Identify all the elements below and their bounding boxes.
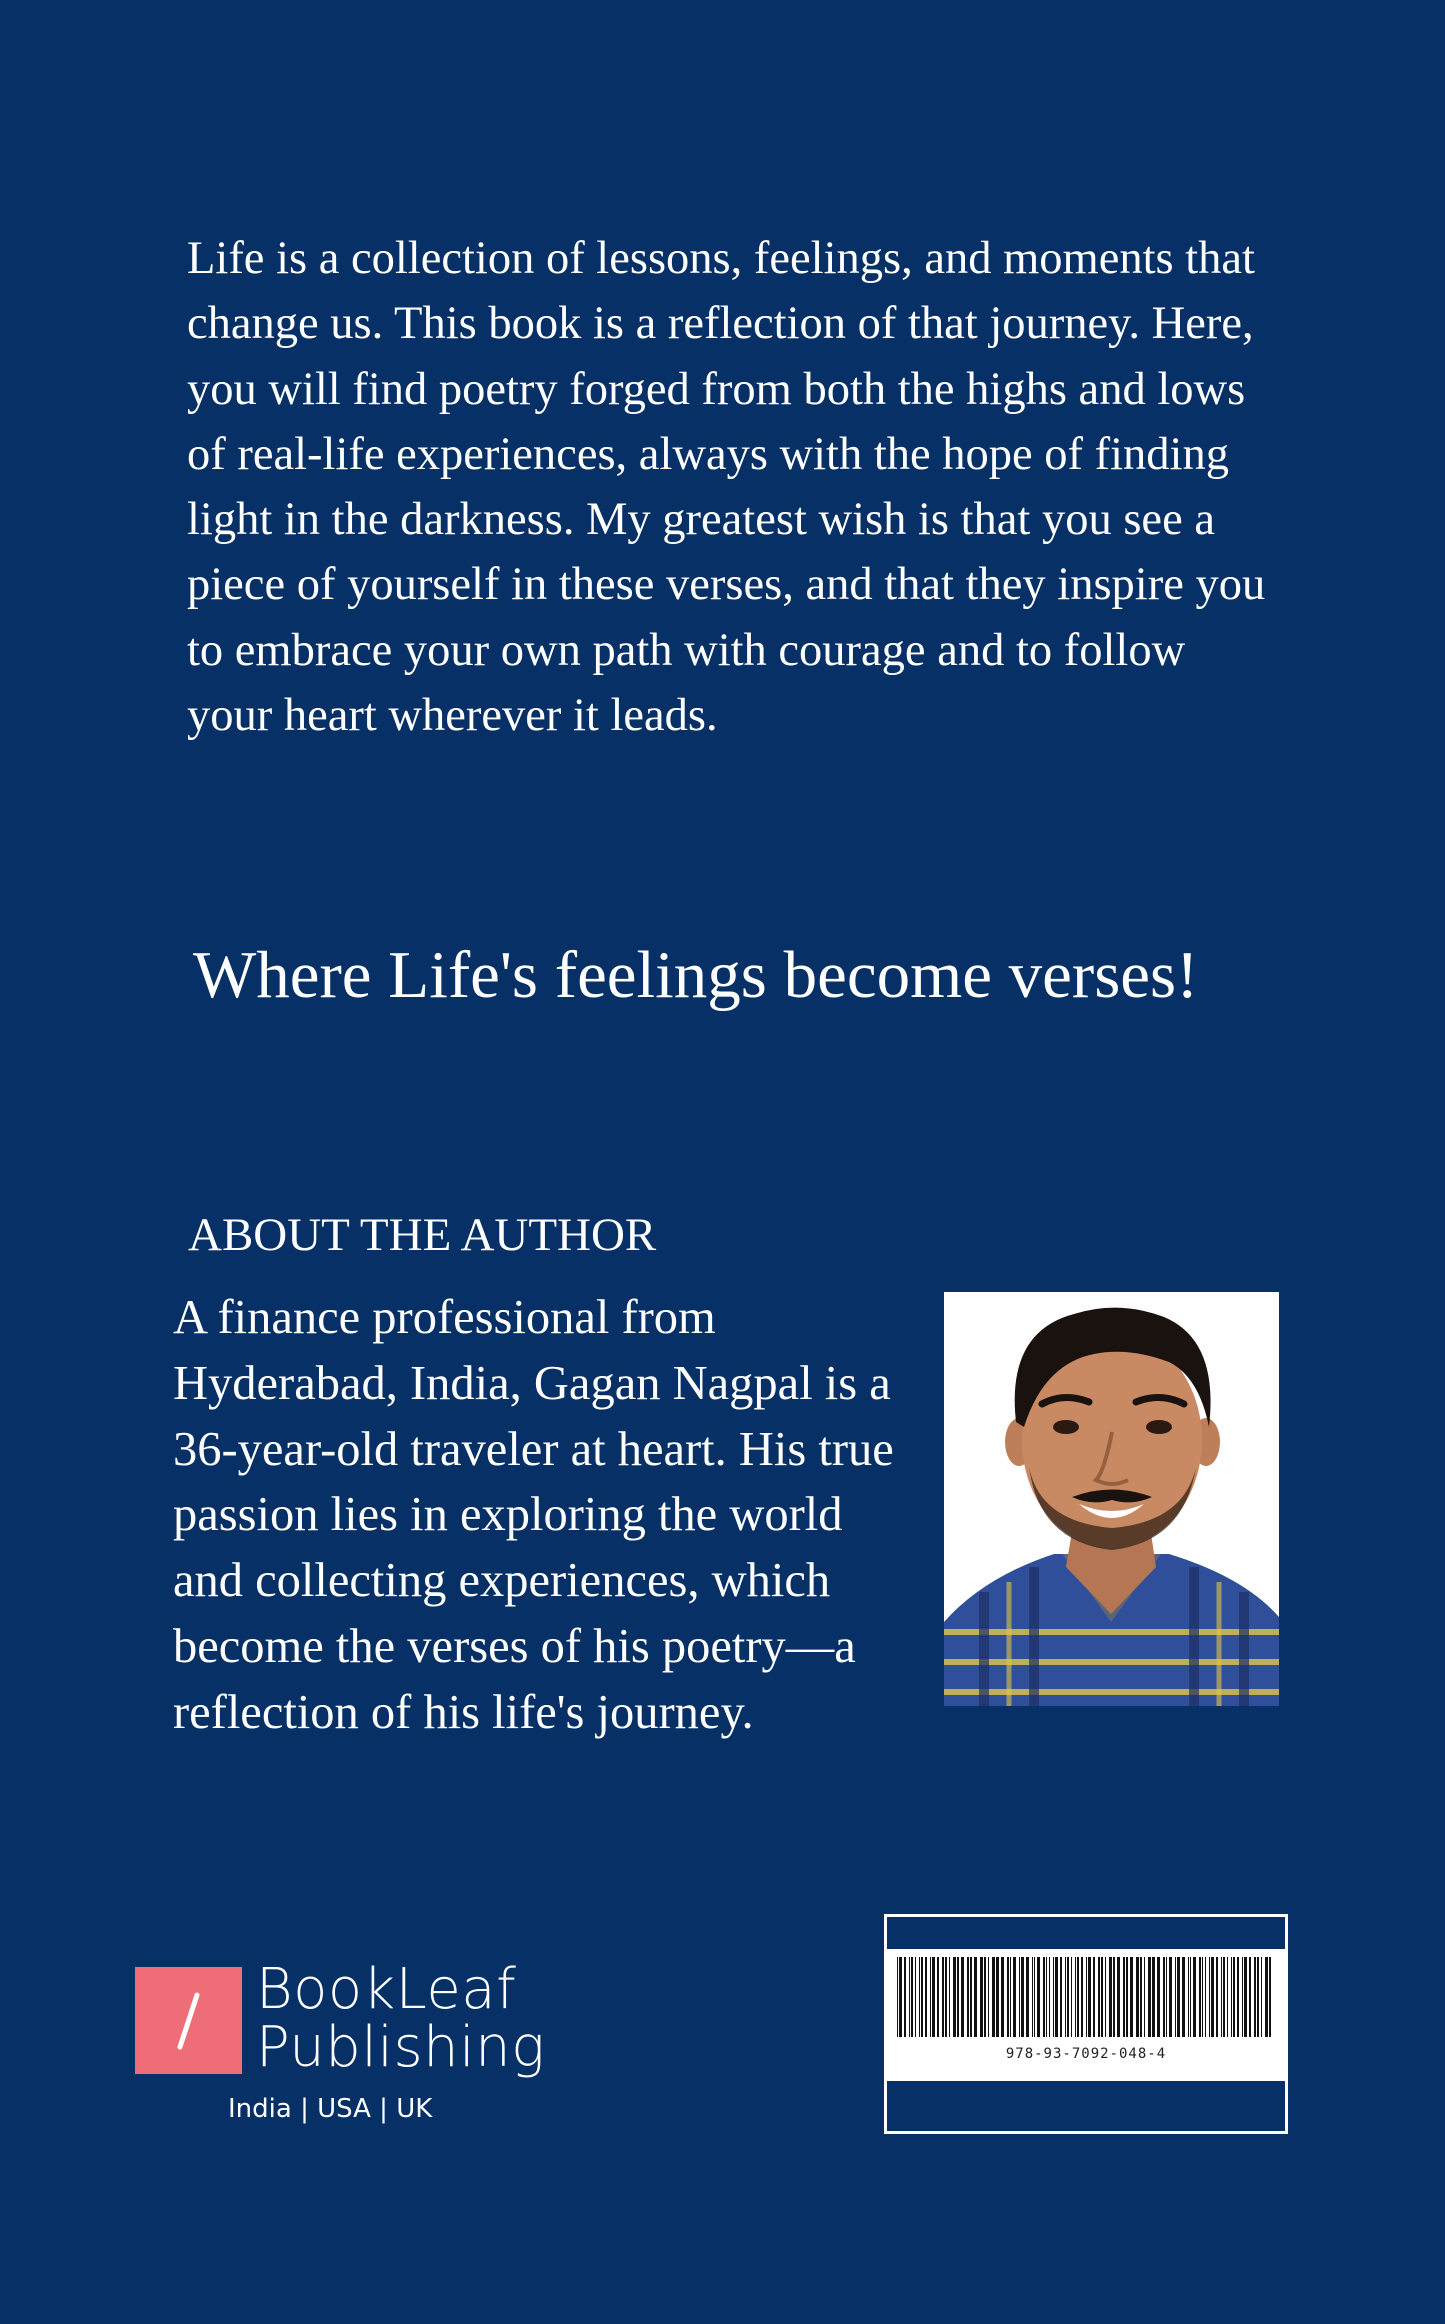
barcode-bar xyxy=(1086,1957,1087,2037)
barcode-bar xyxy=(1257,1957,1259,2037)
barcode-bar xyxy=(1199,1957,1201,2037)
barcode-bar xyxy=(1113,1957,1115,2037)
barcode-bar xyxy=(974,1957,977,2037)
barcode-bar xyxy=(1166,1957,1167,2037)
publisher-logo-mark xyxy=(135,1967,242,2074)
barcode-bar xyxy=(1007,1957,1009,2037)
tagline: Where Life's feelings become verses! xyxy=(193,938,1199,1012)
barcode-bar xyxy=(970,1957,972,2037)
barcode-bar xyxy=(953,1957,956,2037)
barcode-bar xyxy=(919,1957,920,2037)
barcode-bar xyxy=(988,1957,989,2037)
barcode-bar xyxy=(1010,1957,1011,2037)
barcode-bar xyxy=(1177,1957,1180,2037)
barcode-bar xyxy=(961,1957,964,2037)
barcode-bar xyxy=(1175,1957,1176,2037)
barcode-bar xyxy=(1190,1957,1191,2037)
publisher-regions: India | USA | UK xyxy=(228,2094,433,2124)
barcode-bar xyxy=(1071,1957,1072,2037)
barcode-bar xyxy=(1026,1957,1029,2037)
barcode-bar xyxy=(1123,1957,1125,2037)
barcode-bar xyxy=(1126,1957,1128,2037)
barcode-bar xyxy=(1049,1957,1050,2037)
barcode-bar xyxy=(942,1957,944,2037)
barcode-bar xyxy=(1152,1957,1155,2037)
barcode-bar xyxy=(1130,1957,1133,2037)
publisher-logo xyxy=(135,1955,555,2135)
barcode-bar xyxy=(1231,1957,1232,2037)
barcode-bar xyxy=(909,1957,910,2037)
isbn-number: 978-93-7092-048-4 xyxy=(1005,2046,1167,2062)
barcode-bar xyxy=(1043,1957,1045,2037)
barcode-bar xyxy=(1021,1957,1024,2037)
barcode-bar xyxy=(1081,1957,1083,2037)
barcode-bar xyxy=(1211,1957,1214,2037)
barcode-bar xyxy=(1109,1957,1112,2037)
book-blurb: Life is a collection of lessons, feelings, and moments that change us. This book is a reflection of that journey. Here, you will find poetry forged from both the highs and lows of real-life experiences, always with the hope of finding light in the darkness. My greatest wish is that you see a piece of yourself in these verses, and that they inspire you to embrace your own path with courage and to follow your heart wherever it leads. xyxy=(187,233,1266,742)
barcode-bar xyxy=(1205,1957,1206,2037)
barcode-bar xyxy=(921,1957,923,2037)
barcode-bar xyxy=(1157,1957,1160,2037)
barcode-bar xyxy=(1053,1957,1054,2037)
barcode-bar xyxy=(1261,1957,1262,2037)
barcode-bar xyxy=(911,1957,913,2037)
barcode-bar xyxy=(1242,1957,1243,2037)
barcode-bar xyxy=(1269,1957,1271,2037)
publisher-name-line1: BookLeaf xyxy=(256,1957,517,2022)
barcode-bar xyxy=(1254,1957,1256,2037)
barcode-bar xyxy=(1148,1957,1151,2037)
about-author-heading: ABOUT THE AUTHOR xyxy=(188,1209,657,1261)
barcode-bar xyxy=(1265,1957,1268,2037)
barcode-bar xyxy=(925,1957,927,2037)
barcode-bar xyxy=(1019,1957,1020,2037)
barcode-bar xyxy=(1188,1957,1189,2037)
author-bio: A finance professional from Hyderabad, India, Gagan Nagpal is a 36-year-old traveler at heart. His true passion lies in exploring the world and collecting experiences, which become the verses of his poetry—a reflection of his life's journey. xyxy=(173,1291,894,1739)
slash-icon xyxy=(135,1967,242,2074)
barcode-bar xyxy=(1065,1957,1066,2037)
barcode-bar xyxy=(1101,1957,1103,2037)
barcode-bar xyxy=(949,1957,950,2037)
barcode-bar xyxy=(1001,1957,1004,2037)
barcode-bar xyxy=(915,1957,916,2037)
barcode-bar xyxy=(992,1957,995,2037)
barcode-bars xyxy=(895,1957,1277,2037)
barcode-bar xyxy=(1075,1957,1076,2037)
barcode-bar xyxy=(1140,1957,1142,2037)
barcode-bar xyxy=(1144,1957,1145,2037)
barcode-bar xyxy=(980,1957,983,2037)
barcode-bar xyxy=(967,1957,969,2037)
barcode-bar xyxy=(1223,1957,1225,2037)
barcode-bar xyxy=(1032,1957,1033,2037)
barcode-bar xyxy=(1105,1957,1106,2037)
barcode-bar xyxy=(1088,1957,1091,2037)
barcode-bar xyxy=(1013,1957,1016,2037)
barcode-bar xyxy=(904,1957,906,2037)
barcode-bar xyxy=(1193,1957,1196,2037)
barcode-bar xyxy=(1169,1957,1172,2037)
barcode-bar xyxy=(1093,1957,1095,2037)
barcode-bar xyxy=(899,1957,902,2037)
barcode-bar xyxy=(932,1957,935,2037)
barcode-bar xyxy=(1060,1957,1062,2037)
barcode-bar xyxy=(1034,1957,1035,2037)
barcode-bar xyxy=(1182,1957,1185,2037)
barcode-bar xyxy=(1117,1957,1120,2037)
barcode-bar xyxy=(1037,1957,1040,2037)
isbn-barcode xyxy=(884,1914,1288,2134)
barcode-bar xyxy=(1055,1957,1058,2037)
barcode-label xyxy=(887,1949,1285,2081)
publisher-name-line2: Publishing xyxy=(256,2015,546,2080)
barcode-bar xyxy=(1216,1957,1218,2037)
barcode-bar xyxy=(930,1957,931,2037)
barcode-bar xyxy=(937,1957,939,2037)
barcode-bar xyxy=(1046,1957,1047,2037)
barcode-bar xyxy=(897,1957,898,2037)
barcode-bar xyxy=(1067,1957,1069,2037)
barcode-bar xyxy=(1249,1957,1251,2037)
barcode-bar xyxy=(1237,1957,1239,2037)
barcode-bar xyxy=(945,1957,947,2037)
author-photo xyxy=(944,1292,1279,1706)
barcode-bar xyxy=(1244,1957,1247,2037)
barcode-bar xyxy=(1202,1957,1203,2037)
barcode-bar xyxy=(957,1957,959,2037)
barcode-bar xyxy=(1227,1957,1228,2037)
barcode-bar xyxy=(1209,1957,1210,2037)
barcode-bar xyxy=(1233,1957,1235,2037)
barcode-bar xyxy=(1077,1957,1079,2037)
barcode-bar xyxy=(1163,1957,1165,2037)
barcode-bar xyxy=(1136,1957,1139,2037)
barcode-bar xyxy=(984,1957,986,2037)
barcode-bar xyxy=(996,1957,999,2037)
barcode-bar xyxy=(1098,1957,1100,2037)
barcode-bar xyxy=(1221,1957,1222,2037)
